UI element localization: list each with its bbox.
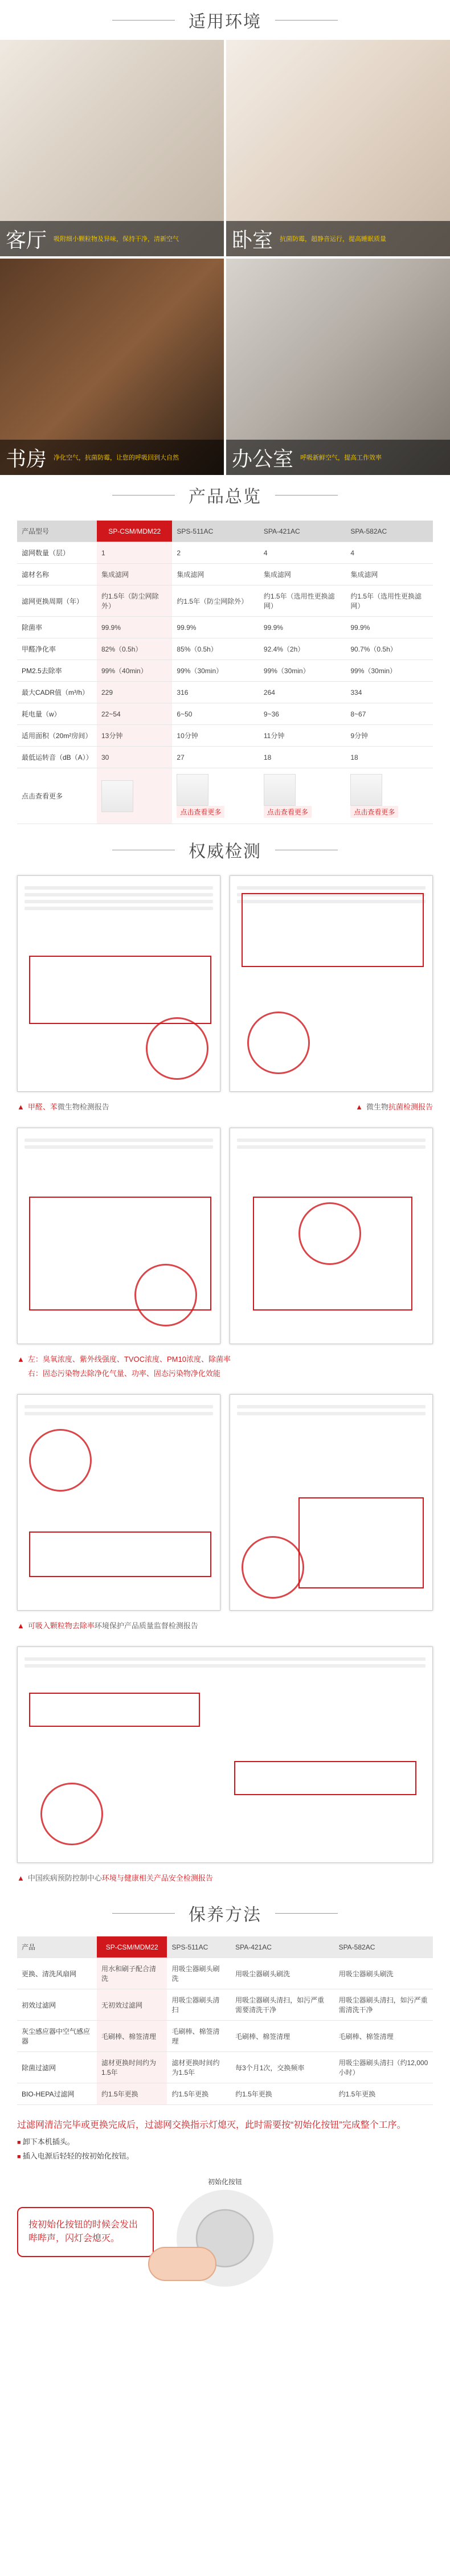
caption-left-emph: 可吸入 [27,1621,50,1630]
finger-icon [148,2247,216,2281]
header-cell: SPA-582AC [334,1936,433,1958]
cell: 滤材更换时间约为1.5年 [167,2052,231,2083]
env-card-bedroom [226,40,450,256]
cell: 13分钟 [97,725,172,747]
doc-line [24,886,213,890]
cell: 4 [259,542,346,564]
header-cell: SPS-511AC [167,1936,231,1958]
header-cell: SPA-582AC [346,521,433,542]
row-label: 耗电量（w） [17,703,97,725]
header-cell: 产品 [17,1936,97,1958]
cell: 约1.5年更换 [97,2083,167,2105]
cell: 99.9% [346,617,433,638]
stamp-seal [134,1264,197,1326]
caption-right-rest: 固态污染物去除净化气量、功率、固态污染物净化效能 [42,1369,220,1378]
stamp-seal [146,1017,208,1080]
product-thumb[interactable] [177,774,208,806]
caption-right-rest: 抗菌检测报告 [388,1103,433,1111]
title-right-line [275,20,338,21]
cell: 99%（40min） [97,660,172,682]
cell: 4 [346,542,433,564]
stamp-seal [247,1011,310,1074]
cert-caption-right: ▲ 微生物抗菌检测报告 [355,1103,433,1111]
cell: 约1.5年（防尘网除外） [172,585,259,617]
cell: 99%（30min） [346,660,433,682]
env-desc: 抗菌防霉，超静音运行，提高睡眠质量 [280,236,387,243]
highlight-box [298,1497,424,1588]
cell: 264 [259,682,346,703]
env-card-living-room [0,40,224,256]
more-link[interactable]: 点击查看更多 [264,806,312,818]
cert-caption-left: ▲ 左：臭氧浓度、紫外线强度、TVOC浓度、PM10浓度、除菌率 [17,1355,231,1363]
table-row [17,585,433,617]
section-heading: 产品总览 [189,487,261,507]
header-cell-highlight: SP-CSM/MDM22 [97,1936,167,1958]
section-title-environment [0,0,450,40]
section-heading: 权威检测 [189,842,261,862]
doc-line [24,1664,426,1668]
cell: 229 [97,682,172,703]
doc-line [237,1138,426,1142]
cert-document [230,1128,433,1344]
env-desc: 呼吸新鲜空气，提高工作效率 [300,454,382,461]
doc-line [24,1145,213,1149]
env-desc: 净化空气，抗菌防霉，让您的呼吸回到大自然 [54,454,179,461]
cell: 85%（0.5h） [172,638,259,660]
tip-bubble: 按初始化按钮的时候会发出哔哔声，闪灯会熄灭。 [17,2207,154,2257]
section-title-overview [0,475,450,515]
caption-left-rest: 环境与健康相关产品安全检测报告 [101,1874,213,1882]
doc-line [24,907,213,910]
cell: 用水和刷子配合清洗 [97,1958,167,1989]
cert-caption-row [0,1096,450,1122]
table-row [17,682,433,703]
cell: 82%（0.5h） [97,638,172,660]
row-label: PM2.5去除率 [17,660,97,682]
cell [346,768,433,824]
env-caption [0,221,224,256]
cell: 集成滤网 [97,564,172,585]
cell: 毛刷棒、棉签清理 [97,2021,167,2052]
section-title-certification [0,830,450,870]
cell: 每3个月1次，交换频率 [231,2052,334,2083]
caption-left-rest: 臭氧浓度、紫外线强度、TVOC浓度、PM10浓度、除菌率 [42,1355,231,1363]
table-row [17,703,433,725]
cell: 10分钟 [172,725,259,747]
cert-caption-row [0,1615,450,1641]
cert-row-1 [0,870,450,1096]
reset-illustration [177,2177,273,2287]
cell: 8~67 [346,703,433,725]
section-title-maintenance [0,1893,450,1933]
product-thumb[interactable] [350,774,382,806]
cell: 92.4%（2h） [259,638,346,660]
header-cell: SPA-421AC [259,521,346,542]
cell: 毛刷棒、棉签清理 [167,2021,231,2052]
highlight-box [242,893,424,967]
env-name: 卧室 [232,228,273,252]
cell: 99.9% [259,617,346,638]
highlight-box [29,1531,211,1577]
cell: 约1.5年（选用性更换滤网） [259,585,346,617]
cell: 316 [172,682,259,703]
cell: 约1.5年更换 [167,2083,231,2105]
cell: 11分钟 [259,725,346,747]
doc-line [24,1412,213,1415]
cert-caption-left: ▲ 甲醛、苯微生物检测报告 [17,1103,109,1111]
table-row-more [17,768,433,824]
caption-right-emph: 微生物 [366,1103,388,1111]
cell: 6~50 [172,703,259,725]
cell: 30 [97,747,172,768]
cell: 99.9% [97,617,172,638]
doc-line [237,1412,426,1415]
maintenance-table [17,1936,433,2105]
cert-caption-left: ▲ 可吸入颗粒物去除率环境保护产品质量监督检测报告 [17,1621,198,1630]
env-caption [226,440,450,475]
row-label: 滤网更换周期（年） [17,585,97,617]
table-row [17,564,433,585]
table-row [17,2083,433,2105]
cell: 18 [259,747,346,768]
cell: 用吸尘器刷头清扫 [167,1989,231,2021]
highlight-box [29,956,211,1024]
row-label: 最低运转音（dB（A）） [17,747,97,768]
row-label: 滤材名称 [17,564,97,585]
header-cell: SPA-421AC [231,1936,334,1958]
warning-text: 过滤网清洁完毕或更换完成后，过滤网交换指示灯熄灭，此时需要按“初始化按钮”完成整个工序。 [17,2120,406,2130]
table-row [17,1989,433,2021]
caption-left-tail: 环境保护产品质量监督检测报告 [94,1621,198,1630]
cell: 约1.5年更换 [334,2083,433,2105]
row-label: 甲醛净化率 [17,638,97,660]
cell: 集成滤网 [346,564,433,585]
stamp-seal [40,1783,103,1845]
cell: 集成滤网 [172,564,259,585]
maintenance-table-wrap [0,1933,450,2108]
env-card-office [226,259,450,475]
cell: 用吸尘器刷头清扫，如污严重需要清洗干净 [231,1989,334,2021]
section-heading: 适用环境 [189,12,261,32]
cell: 无初效过滤网 [97,1989,167,2021]
doc-line [24,1138,213,1142]
row-label: 更换、清洗风扇网 [17,1958,97,1989]
row-label: 灰尘感应器中空气感应器 [17,2021,97,2052]
table-row [17,725,433,747]
cell [172,768,259,824]
table-row [17,2021,433,2052]
section-heading: 保养方法 [189,1905,261,1925]
reset-knob-icon[interactable] [177,2190,273,2287]
cell: 用吸尘器刷头刷洗 [334,1958,433,1989]
reset-tip [17,2177,433,2287]
doc-line [24,900,213,903]
cert-document [230,875,433,1092]
cert-caption-right [17,1367,433,1378]
cell: 毛刷棒、棉签清理 [231,2021,334,2052]
row-label: 初效过滤网 [17,1989,97,2021]
more-link[interactable]: 点击查看更多 [177,806,224,818]
cell: 18 [346,747,433,768]
cell: 约1.5年（选用性更换滤网） [346,585,433,617]
note-item: ■ 插入电源后轻轻的按初始化按钮。 [17,2149,433,2164]
caption-left-extra: 去除率 [72,1621,95,1630]
cell: 334 [346,682,433,703]
env-desc: 吸附细小颗粒物及异味，保持干净，清新空气 [54,236,179,243]
doc-line [237,1405,426,1408]
header-cell: SPS-511AC [172,521,259,542]
cert-document [17,1128,220,1344]
stamp-seal [29,1429,92,1492]
doc-line [237,886,426,890]
doc-line [24,1405,213,1408]
header-cell: 产品型号 [17,521,97,542]
cell: 99%（30min） [172,660,259,682]
env-name: 客厅 [6,228,47,252]
doc-line [237,1145,426,1149]
overview-table-wrap [0,515,450,830]
cell: 用吸尘器刷头刷洗 [231,1958,334,1989]
row-label: 点击查看更多 [17,768,97,824]
overview-table [17,521,433,824]
reset-button-label: 初始化按钮 [207,2178,242,2186]
cert-document [17,1394,220,1611]
row-label: 最大CADR值（m³/h） [17,682,97,703]
cell: 集成滤网 [259,564,346,585]
title-left-line [112,1913,175,1914]
cell: 滤材更换时间约为1.5年 [97,2052,167,2083]
row-label: 除菌过滤网 [17,2052,97,2083]
env-card-study [0,259,224,475]
notes-list [17,2135,433,2163]
title-right-line [275,1913,338,1914]
title-left-line [112,20,175,21]
caption-left-rest: 颗粒物 [50,1621,72,1630]
cert-row-3 [0,1389,450,1615]
cell: 2 [172,542,259,564]
caption-left-rest: 微生物检测报告 [57,1103,109,1111]
caption-left-emph: 甲醛、苯 [27,1103,58,1111]
cell: 9~36 [259,703,346,725]
maintenance-notes [0,2108,450,2177]
more-link[interactable]: 点击查看更多 [350,806,398,818]
env-caption [0,440,224,475]
table-row [17,638,433,660]
cell: 约1.5年（防尘网除外） [97,585,172,617]
doc-line [24,1657,426,1661]
row-label: 滤网数量（层） [17,542,97,564]
cell: 用吸尘器刷头刷洗 [167,1958,231,1989]
product-thumb[interactable] [101,780,133,812]
doc-line [24,893,213,896]
cert-row-4 [0,1641,450,1868]
cell [259,768,346,824]
caption-left-emph: 左： [27,1355,43,1363]
env-name: 办公室 [232,447,294,471]
cert-document [230,1394,433,1611]
cell: 用吸尘器刷头清扫（约12,000小时） [334,2052,433,2083]
table-row [17,542,433,564]
table-row [17,747,433,768]
cell: 9分钟 [346,725,433,747]
cell: 毛刷棒、棉签清理 [334,2021,433,2052]
table-row [17,1958,433,1989]
product-thumb[interactable] [264,774,296,806]
cell: 22~54 [97,703,172,725]
env-name: 书房 [6,447,47,471]
stamp-seal [298,1202,361,1265]
header-cell-highlight: SP-CSM/MDM22 [97,521,172,542]
stamp-seal [242,1536,304,1599]
table-row [17,617,433,638]
table-row [17,660,433,682]
row-label: 除菌率 [17,617,97,638]
cell: 99%（30min） [259,660,346,682]
cert-row-2 [0,1122,450,1349]
cell: 1 [97,542,172,564]
row-label: BIO-HEPA过滤网 [17,2083,97,2105]
cert-caption-left: ▲ 中国疾病预防控制中心环境与健康相关产品安全检测报告 [17,1874,213,1882]
row-label: 适用面积（20m²房间） [17,725,97,747]
table-row [17,2052,433,2083]
highlight-box [234,1761,416,1795]
cert-caption-row [0,1868,450,1893]
cert-caption-row [0,1349,450,1389]
cell: 99.9% [172,617,259,638]
note-item: ■ 卸下本机插头。 [17,2135,433,2149]
cell: 约1.5年更换 [231,2083,334,2105]
cert-document [17,1647,433,1863]
cell: 27 [172,747,259,768]
caption-left-emph: 中国疾病预防控制中心 [27,1874,102,1882]
env-caption [226,221,450,256]
highlight-box [29,1693,200,1727]
cell: 90.7%（0.5h） [346,638,433,660]
cert-document [17,875,220,1092]
cell: 用吸尘器刷头清扫，如污严重需清洗干净 [334,1989,433,2021]
environment-grid [0,40,450,475]
caption-right-emph: 右： [27,1369,43,1378]
cell [97,768,172,824]
